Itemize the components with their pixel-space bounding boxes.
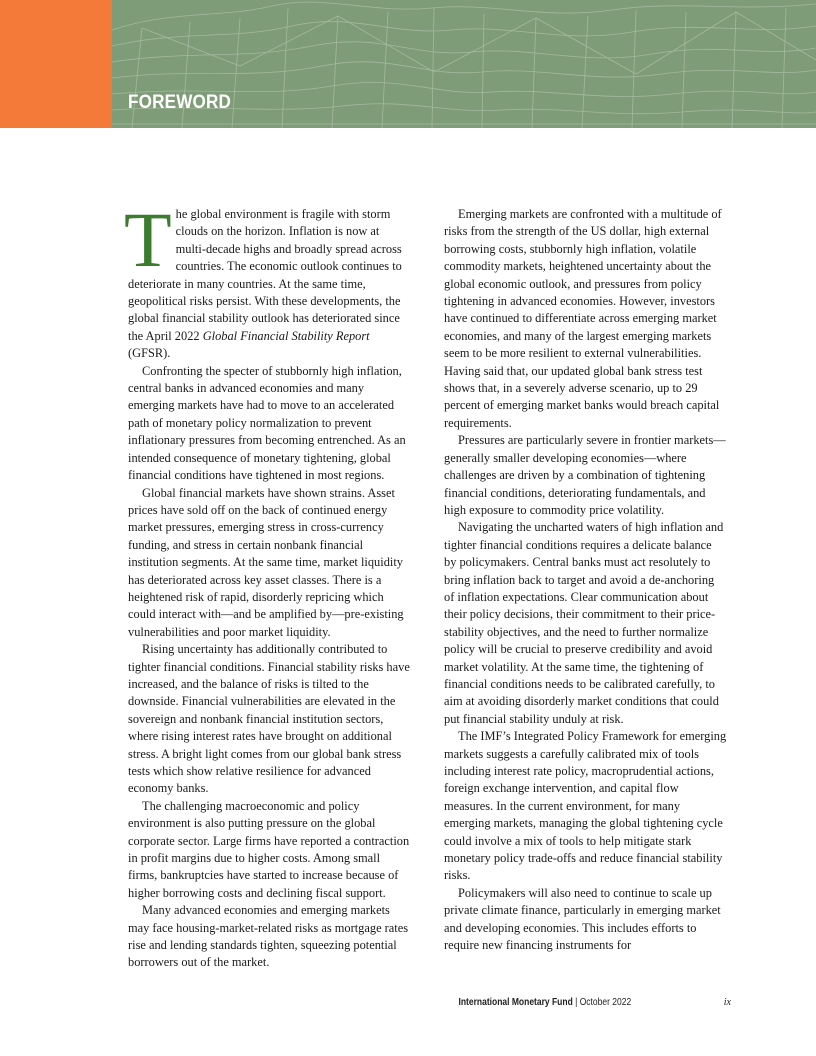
report-title: Global Financial Stability Report <box>202 328 370 343</box>
paragraph: Confronting the specter of stubbornly high inflation, central banks in advanced economies and many emerging markets have had to move to an accelerated path of monetary policy normalization to prevent inflationary pressures from becoming entrenched. As an intended consequence of monetary tightening, global financial conditions have tightened in most regions. <box>128 363 406 483</box>
footer-source <box>458 997 631 1008</box>
paragraph: Rising uncertainty has additionally contributed to tighter financial conditions. Financial stability risks have increased, and the balance of risks is tilted to the downside. Financial vulnerabilities are elevated in the sovereign and nonbank financial institution sectors, where rising interest rates have brought on additional stress. A bright light comes from our global bank stress tests which show relative resilience for advanced economy banks. <box>128 642 410 796</box>
footer-date: October 2022 <box>579 997 631 1008</box>
paragraph: Global financial markets have shown strains. Asset prices have sold off on the back of continued energy market pressures, emerging stress in cross-currency funding, and stress in certain nonbank financial institution segments. At the same time, market liquidity has deteriorated across key asset classes. There is a heightened risk of rapid, disorderly repricing which could interact with—and be amplified by—pre-existing vulnerabilities and poor market liquidity. <box>128 485 404 639</box>
paragraph: Many advanced economies and emerging markets may face housing-market-related risks as mortgage rates rise and lending standards tighten, squeezing potential borrowers out of the market. <box>128 903 409 970</box>
paragraph: The challenging macroeconomic and policy environment is also putting pressure on the global corporate sector. Large firms have reported a contraction in profit margins due to higher costs. Among small firms, bankruptcies have started to increase because of higher borrowing costs and declining fiscal support. <box>128 798 410 900</box>
right-column <box>444 206 727 954</box>
drop-cap: T <box>124 196 172 283</box>
paragraph: Policymakers will also need to continue to scale up private climate finance, particularly in emerging market and developing economies. This includes efforts to require new financing instruments for <box>444 885 721 953</box>
paragraph-text: he global environment is fragile with storm clouds on the horizon. Inflation is now at multi-decade highs and broadly spread across countries. The economic outlook continues to deteriorate in many countries. At the same time, geopolitical risks persist. With these developments, the global financial stability outlook has deteriorated since the April 2022 <box>128 207 402 343</box>
paragraph: Emerging markets are confronted with a multitude of risks from the strength of the US dollar, high external borrowing costs, stubbornly high inflation, volatile commodity markets, heightened uncertainty about the global economic outlook, and pressures from policy tightening in advanced economies. However, investors have continued to differentiate across emerging market economies, and many of the largest emerging markets seem to be more resilient to external vulnerabilities. Having said that, our updated global bank stress test shows that, in a severely adverse scenario, up to 29 percent of emerging market banks would breach capital requirements. <box>444 207 722 430</box>
paragraph: Pressures are particularly severe in frontier markets—generally smaller developing economies—where challenges are driven by a combination of tightening financial conditions, deteriorating fundamentals, and high exposure to commodity price volatility. <box>444 433 726 517</box>
report-abbrev: (GFSR). <box>128 346 171 361</box>
paragraph <box>124 196 410 363</box>
page-number: ix <box>723 997 731 1008</box>
footer-separator: | <box>572 997 580 1008</box>
header-orange-block <box>0 0 112 128</box>
paragraph: The IMF’s Integrated Policy Framework for emerging markets suggests a carefully calibrated mix of tools including interest rate policy, macroprudential actions, foreign exchange intervention, and capital flow measures. In the current environment, for many emerging markets, managing the global tightening cycle could involve a mix of tools to help mitigate stark monetary policy trade-offs and reduce financial stability risks. <box>444 729 727 883</box>
paragraph: Navigating the uncharted waters of high inflation and tighter financial conditions requires a delicate balance by policymakers. Central banks must act resolutely to bring inflation back to target and avoid a de-anchoring of inflation expectations. Clear communication about their policy decisions, their commitment to their price-stability objectives, and the need to further normalize policy will be crucial to preserve credibility and avoid market volatility. At the same time, the tightening of financial conditions needs to be calibrated carefully, to aim at avoiding disorderly market conditions that could put financial stability unduly at risk. <box>444 520 724 726</box>
left-column <box>124 196 410 972</box>
footer-organization: International Monetary Fund <box>458 997 573 1008</box>
page-title: FOREWORD <box>128 92 232 113</box>
